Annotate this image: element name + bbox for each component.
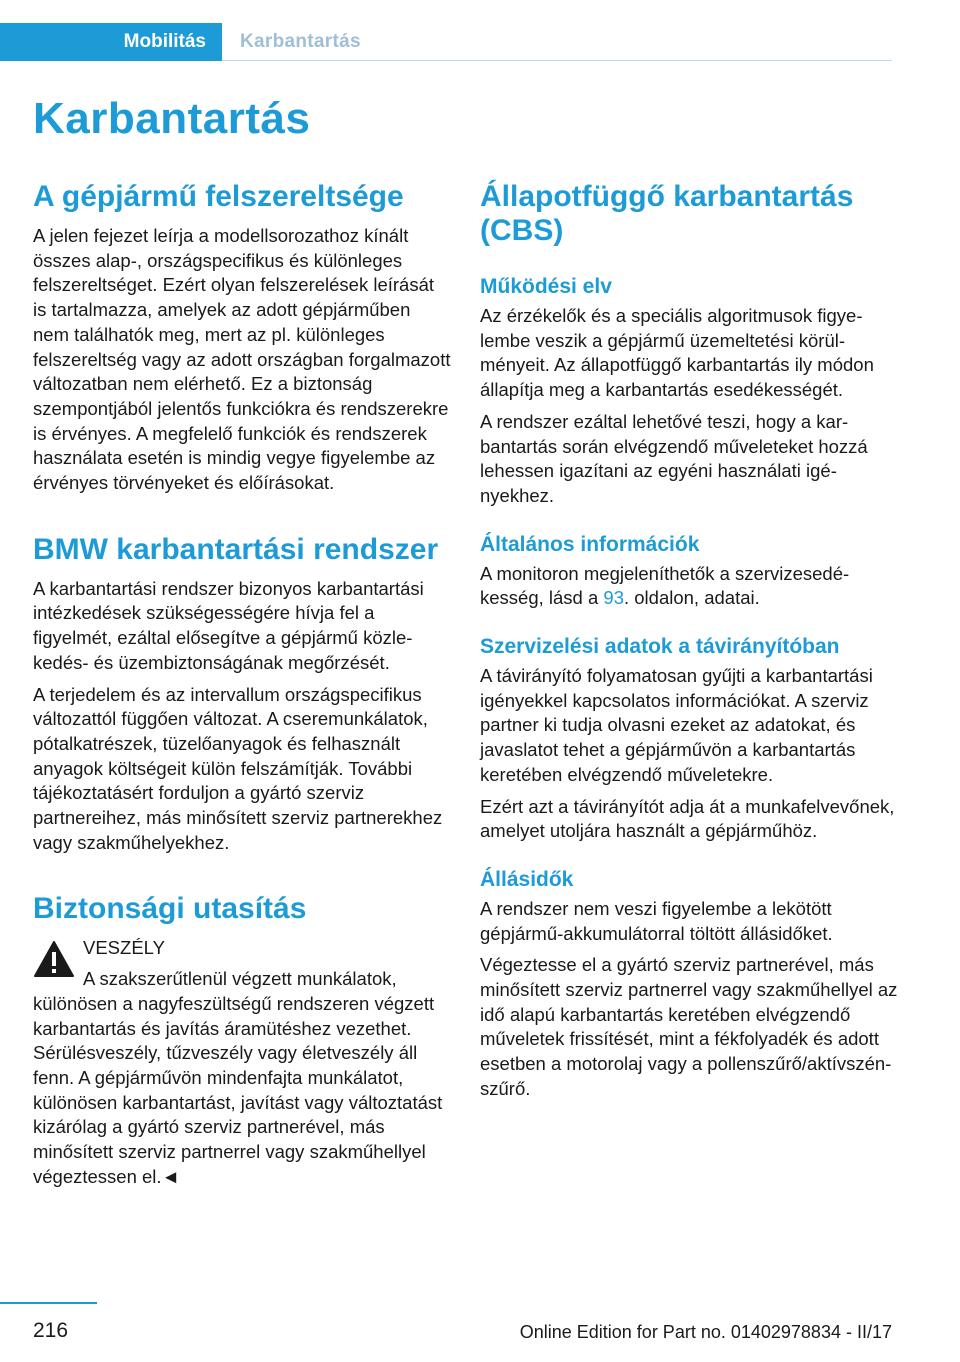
warning-title: VESZÉLY	[83, 937, 165, 959]
edition-label: Online Edition for Part no. 01402978834 - II/17	[519, 1322, 892, 1342]
paragraph: A rendszer nem veszi figyelembe a lekötött gépjármű-akkumulátorral töltött állásidőket.	[480, 897, 833, 944]
page-title: Karbantartás	[33, 94, 311, 143]
text-segment: . oldalon, adatai.	[623, 587, 760, 609]
paragraph: Az érzékelők és a speciális algoritmusok figyelembe veszik a gépjármű üzemeltetési körülményeit. Az állapotfüggő karbantartás ily módon állapítja meg a karbantartás esedékességét.	[480, 305, 874, 401]
paragraph-with-link	[480, 562, 898, 611]
warning-triangle-icon	[33, 940, 75, 978]
subsection-label: Karbantartás	[240, 31, 361, 52]
left-column	[33, 180, 451, 1190]
subsection-tab	[240, 23, 361, 61]
section-heading-safety: Biztonsági utasítás	[33, 892, 307, 926]
paragraph: Végeztesse el a gyártó szerviz partnerével, más minősített szerviz partnerrel vagy szakműhellyel az idő alapú karbantartás keretében elvégzendő műveletek frissítését, mint a fékfolyadék és adott esetben a motorolaj vagy a pollenszűrő/aktívszén-szűrő.	[480, 954, 898, 1099]
paragraph: A távirányító folyamatosan gyűjti a karbantartási igényekkel kapcsolatos információkat. A szerviz partner ki tudja olvasni ezeket az adatokat, és javaslatot tehet a gépjárművön a karbantartás keretében elvégzendő műveletekre.	[480, 665, 873, 785]
page-header	[0, 23, 892, 61]
section-label: Mobilitás	[123, 31, 206, 52]
section-heading-maintenance-system: BMW karbantartási rendszer	[33, 532, 439, 566]
subheading-principle: Működési elv	[480, 275, 612, 298]
section-heading-equipment: A gépjármű felszereltsége	[33, 180, 404, 213]
subheading-remote-data: Szervizelési adatok a távirányítóban	[480, 635, 840, 659]
warning-text: A szakszerűtlenül végzett munkálatok, különösen a nagyfeszültségű rendszeren végzett karbantartás és javítás áramütéshez vezethet. Sérülésveszély, tűzveszély vagy életveszély áll fenn. A gépjárművön mindenfajta munkálatot, különösen karbantartást, javítást vagy változtatást kizárólag a gyártó szerviz partnerével, más minősített szerviz partnerrel vagy szakműhellyel végeztessen el.◄	[33, 968, 443, 1187]
paragraph: Ezért azt a távirányítót adja át a munkafelvevőnek, amelyet utoljára használt a gépjárműhöz.	[480, 795, 895, 842]
text-segment: A monitoron megjeleníthetők a szervizesedékesség, lásd a	[480, 562, 850, 609]
subheading-standstill: Állásidők	[480, 867, 574, 891]
paragraph: A rendszer ezáltal lehetővé teszi, hogy a karbantartás során elvégzendő műveleteket hozzá lehessen igazítani az egyéni használati igényekhez.	[480, 410, 868, 506]
page-number: 216	[33, 1319, 69, 1342]
paragraph: A karbantartási rendszer bizonyos karbantartási intézkedések szükségességére hívja fel a figyelmét, ezáltal elősegítve a gépjármű közlekedés- és üzembiztonságának megőrzését.	[33, 577, 424, 673]
right-column	[480, 180, 898, 1109]
header-divider	[222, 60, 892, 61]
section-tab	[0, 23, 222, 61]
section-heading-cbs: Állapotfüggő karbantartás (CBS)	[480, 180, 854, 247]
footer-divider	[0, 1302, 97, 1304]
warning-block	[33, 936, 451, 1189]
paragraph: A terjedelem és az intervallum országspecifikus változattól függően változat. A cseremunkálatok, pótalkatrészek, tüzelőanyagok és felhasznált anyagok költségeit külön felszámítják. További tájékoztatásért forduljon a gyártó szerviz partnereihez, más minősített szerviz partnerekhez vagy szakműhelyekhez.	[33, 683, 443, 853]
subheading-general-info: Általános információk	[480, 532, 700, 556]
paragraph: A jelen fejezet leírja a modellsorozathoz kínált összes alap-, országspecifikus és különleges felszereltséget. Ezért olyan felszerelések leírását is tartalmazza, amelyek az adott gépjárműben nem találhatók meg, mert az pl. különleges felszereltség vagy az adott országban forgalmazott változatban nem elérhető. Ez a biztonság szempontjából jelentős funkciókra és rendszerekre is érvényes. A megfelelő funkciók és rendszerek használata esetén is mindig vegye figyelembe az érvényes törvényeket és előírásokat.	[33, 225, 451, 494]
page-reference-link[interactable]: 93	[603, 587, 624, 609]
